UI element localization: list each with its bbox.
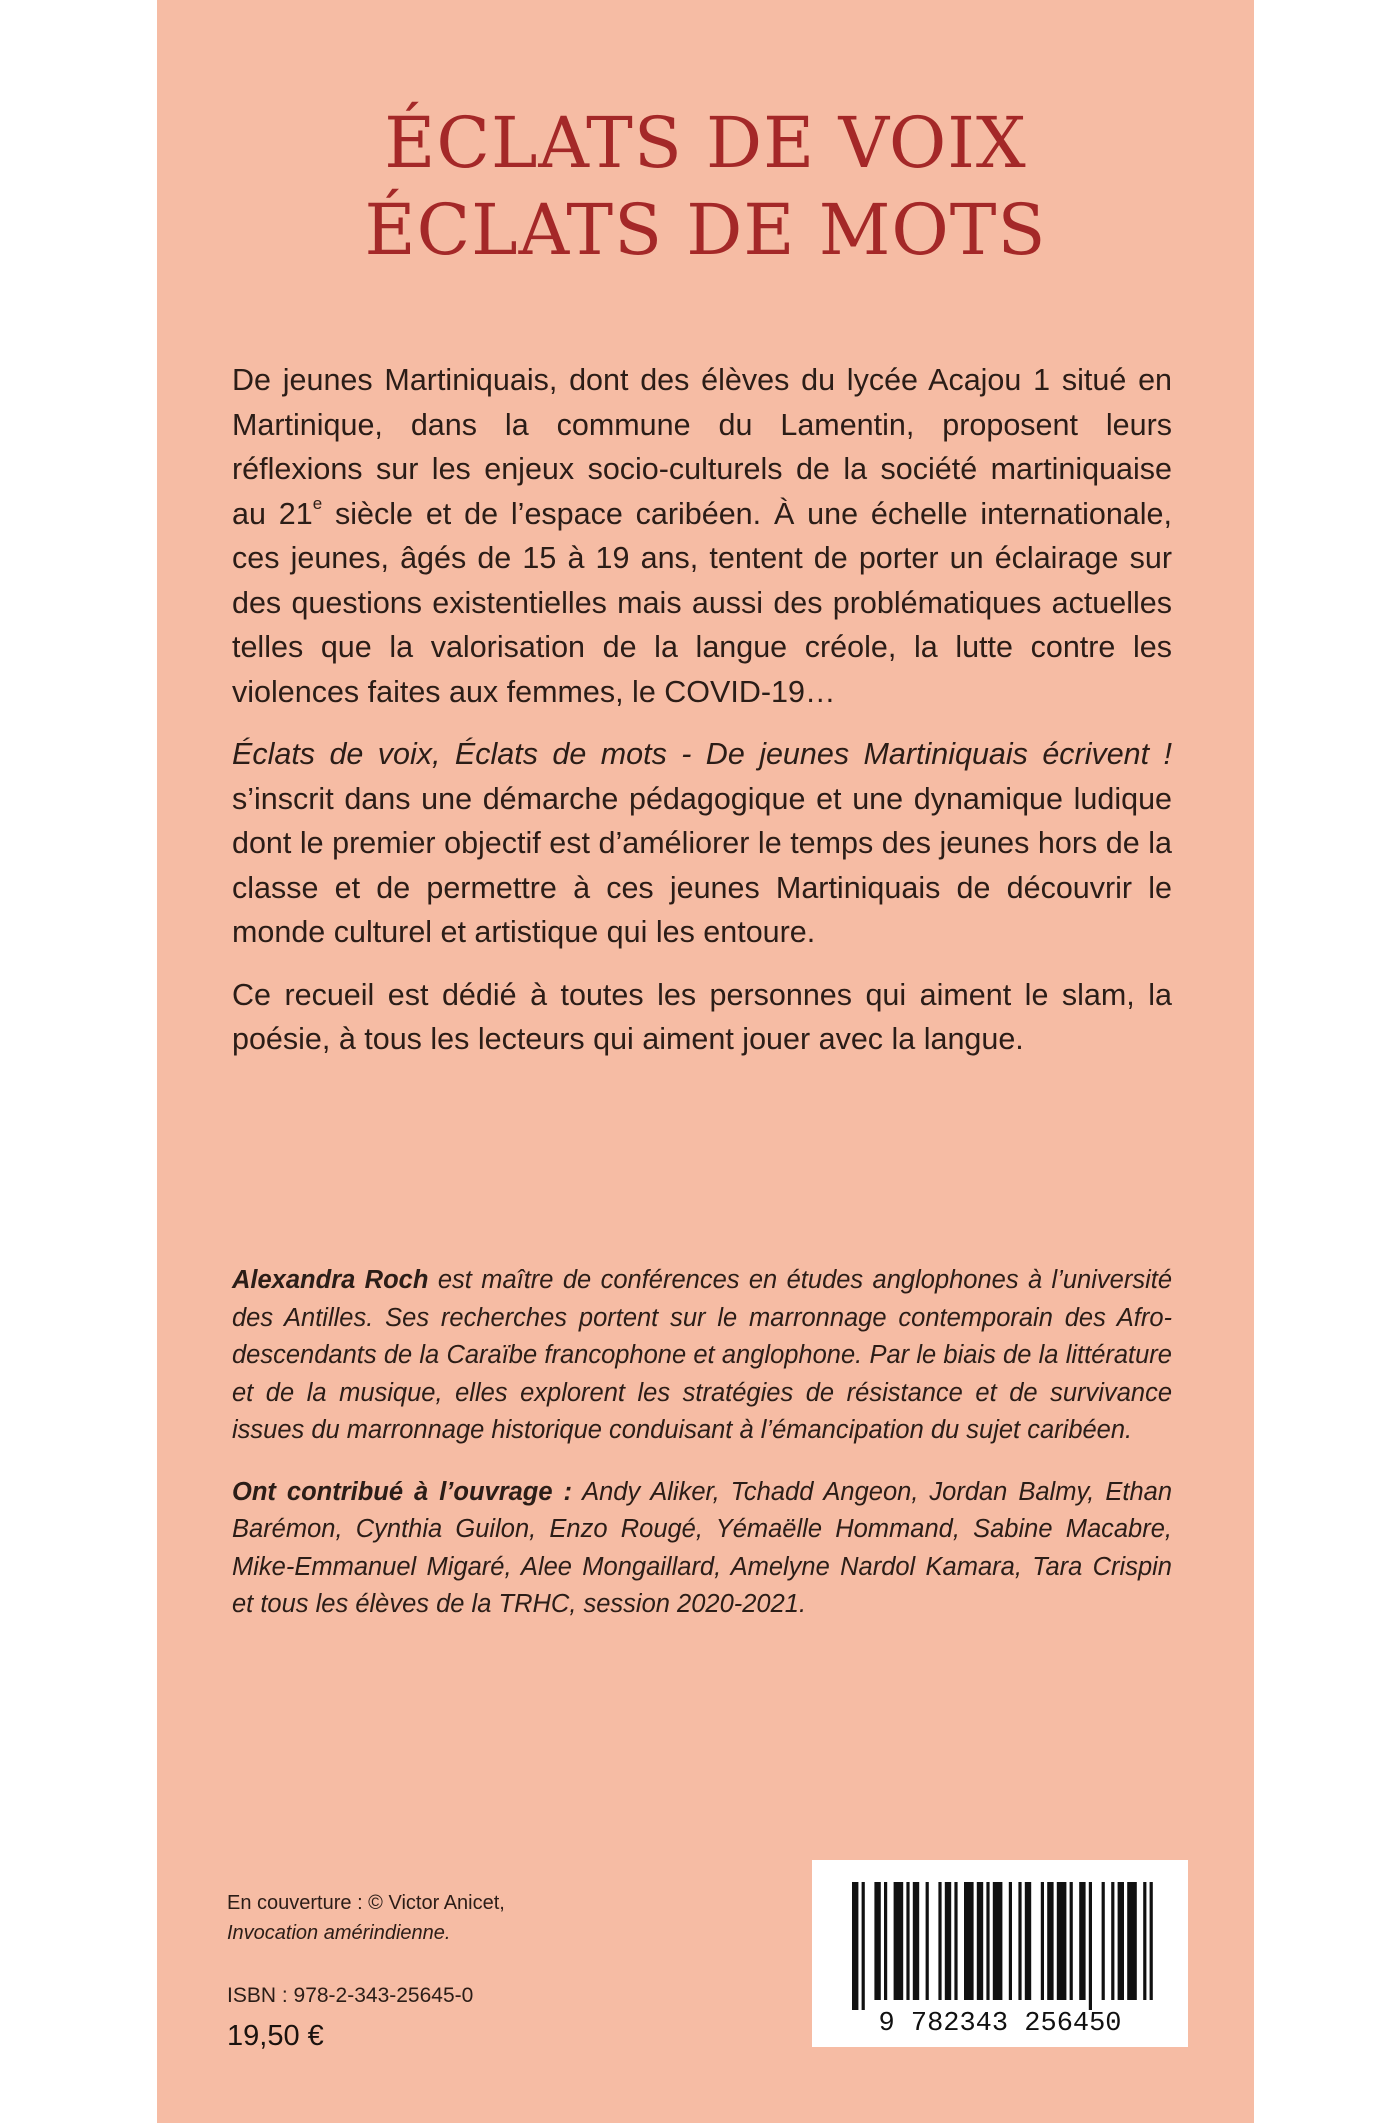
isbn: ISBN : 978-2-343-25645-0 [227,1984,474,2007]
barcode-bar [874,1882,880,2000]
title-line-1: ÉCLATS DE VOIX [384,102,1027,184]
barcode-bar [986,1882,989,2000]
barcode-bar [1150,1882,1153,2000]
title-line-2: ÉCLATS DE MOTS [364,189,1047,271]
barcode-bar [1041,1882,1044,2000]
blurb-p1-end: siècle et de l’espace caribéen. À une échelle internationale, ces jeunes, âgés de 15 à 19 ans, tentent de porter un éclairage sur des questions existentielles mais aussi des problématiques actuelles telles que la valorisation de la langue créole, la lutte contre les violences faites aux femmes, le COVID-19… [232,496,1172,709]
barcode-bar [1018,1882,1021,2000]
barcode-bar [1009,1882,1012,2000]
back-cover [157,0,1254,2123]
author-bio [232,1262,1172,1450]
contributors [232,1474,1172,1624]
cover-artwork-title: Invocation amérindienne. [227,1922,451,1944]
barcode-bar [977,1882,983,2000]
cover-credit-line: En couverture : © Victor Anicet, [227,1892,505,1914]
barcode-bar [1057,1882,1067,2000]
barcode-bar [894,1882,904,2000]
barcode-bar [1127,1882,1137,2000]
barcode-bar [1102,1882,1105,2000]
price: 19,50 € [227,2020,324,2052]
barcode-bar [862,1882,865,2010]
barcode-bar [1111,1882,1114,2000]
barcode-bar [852,1882,858,2010]
barcode-bar [1070,1882,1073,2000]
barcode-bar [1025,1882,1031,2000]
ordinal-superscript: e [312,494,323,514]
book-title [157,100,1254,274]
contributors-names: Andy Aliker, Tchadd Angeon, Jordan Balmy, Ethan Barémon, Cynthia Guilon, Enzo Rougé, Yémaëlle Hommand, Sabine Macabre, Mike-Emmanuel Migaré, Alee Mongaillard, Amelyne Nardol Kamara, Tara Crispin et tous les élèves de la TRHC, session 2020-2021. [232,1477,1173,1618]
barcode [812,1860,1188,2047]
author-bio-text: est maître de conférences en études anglophones à l’université des Antilles. Ses recherches portent sur le marronnage contemporain des Afro-descendants de la Caraïbe francophone et anglophone. Par le biais de la littérature et de la musique, elles explorent les stratégies de résistance et de survivance issues du marronnage historique conduisant à l’émancipation du sujet caribéen. [232,1266,1173,1444]
blurb-paragraph-1 [232,358,1172,714]
barcode-bar [884,1882,887,2000]
blurb-p2-rest: s’inscrit dans une démarche pédagogique et une dynamique ludique dont le premier objectif est d’améliorer le temps des jeunes hors de la classe et de permettre à ces jeunes Martiniquais de découvrir le monde culturel et artistique qui les entoure. [232,781,1172,949]
author-section [232,1262,1172,1648]
barcode-bars [812,1860,1188,2047]
contributors-label: Ont contribué à l’ouvrage : [232,1477,573,1506]
barcode-bar [1089,1882,1092,2010]
barcode-bar [945,1882,951,2000]
blurb-paragraph-3: Ce recueil est dédié à toutes les personnes qui aiment le slam, la poésie, à tous les lecteurs qui aiment jouer avec la langue. [232,977,1172,1056]
barcode-digits: 9 782343 256450 [878,2009,1122,2039]
blurb-p1-start: De jeunes Martiniquais, dont des élèves du lycée Acajou 1 situé en Martinique, dans la commune du Lamentin, proposent leurs réflexions sur les enjeux socio-culturels de la société martiniquaise au 21 [232,363,1172,531]
barcode-bar [926,1882,929,2000]
blurb-book-title: Éclats de voix, Éclats de mots - De jeunes Martiniquais écrivent ! [232,737,1172,771]
barcode-bar [938,1882,941,2000]
cover-credit [227,1888,647,1948]
barcode-bar [1047,1882,1053,2000]
author-name: Alexandra Roch [232,1266,429,1294]
barcode-bar [906,1882,909,2000]
barcode-bar [1079,1882,1085,2000]
blurb [232,358,1172,1080]
barcode-bar [913,1882,919,2000]
barcode-bar [964,1882,974,2000]
blurb-paragraph-2 [232,732,1172,955]
barcode-bar [954,1882,957,2000]
barcode-bar [993,1882,1003,2000]
barcode-bar [1143,1882,1146,2000]
barcode-bar [1118,1882,1124,2000]
